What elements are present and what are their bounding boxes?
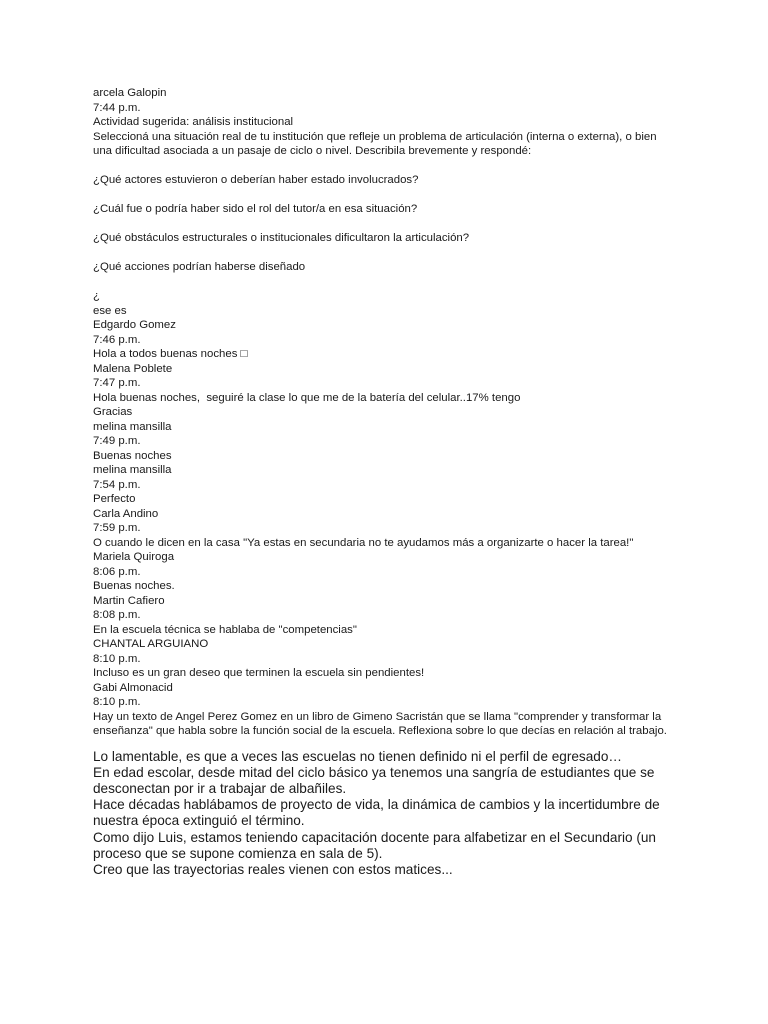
chat-line: Carla Andino bbox=[93, 507, 159, 520]
comment-paragraph: Como dijo Luis, estamos teniendo capacitación docente para alfabetizar en el Secundario (un proceso que se supone comienza en sala de 5). bbox=[93, 829, 660, 861]
chat-line: ¿Qué obstáculos estructurales o institucionales dificultaron la articulación? bbox=[93, 232, 470, 244]
chat-line: melina mansilla bbox=[93, 464, 172, 476]
chat-line: Mariela Quiroga bbox=[93, 551, 175, 563]
chat-line: Malena Poblete bbox=[93, 362, 173, 375]
chat-line: CHANTAL ARGUIANO bbox=[93, 638, 209, 650]
chat-line: Perfecto bbox=[93, 493, 136, 505]
chat-line: ¿ bbox=[93, 290, 100, 302]
chat-line: Martin Cafiero bbox=[93, 594, 165, 607]
chat-line: 8:10 p.m. bbox=[93, 696, 141, 708]
chat-line: 7:59 p.m. bbox=[93, 522, 141, 534]
chat-line: Hola a todos buenas noches □ bbox=[93, 348, 248, 360]
chat-line: 7:44 p.m. bbox=[93, 101, 141, 114]
chat-line: Gabi Almonacid bbox=[93, 681, 173, 694]
chat-line: arcela Galopin bbox=[93, 87, 167, 99]
chat-line: Gracias bbox=[93, 406, 133, 418]
comment-paragraph: Lo lamentable, es que a veces las escuelas no tienen definido ni el perfil de egresado… bbox=[93, 748, 622, 764]
chat-line: 7:54 p.m. bbox=[93, 478, 141, 491]
chat-line: Buenas noches. bbox=[93, 580, 175, 592]
chat-line: En la escuela técnica se hablaba de "competencias" bbox=[93, 623, 357, 636]
chat-line: ¿Qué acciones podrían haberse diseñado bbox=[93, 261, 306, 273]
comment-paragraph: En edad escolar, desde mitad del ciclo básico ya tenemos una sangría de estudiantes que se desconectan por ir a trabajar de albañiles. bbox=[93, 764, 659, 796]
chat-line: Hay un texto de Angel Perez Gomez en un libro de Gimeno Sacristán que se llama "comprender y transformar la enseñanza" que habla sobre la función social de la escuela. Reflexiona sobre lo que decías en relación al trabajo. bbox=[93, 710, 667, 737]
blank-line bbox=[93, 159, 678, 174]
chat-line: O cuando le dicen en la casa "Ya estas en secundaria no te ayudamos más a organizarte o hacer la tarea!" bbox=[93, 536, 634, 549]
chat-line: 8:10 p.m. bbox=[93, 652, 141, 665]
chat-line: 7:47 p.m. bbox=[93, 377, 141, 389]
chat-line: 7:46 p.m. bbox=[93, 333, 141, 346]
chat-line: ¿Cuál fue o podría haber sido el rol del tutor/a en esa situación? bbox=[93, 203, 418, 215]
blank-line bbox=[93, 246, 678, 261]
chat-line: Actividad sugerida: análisis institucional bbox=[93, 116, 294, 128]
chat-line: Buenas noches bbox=[93, 449, 172, 462]
blank-line bbox=[93, 275, 678, 290]
comment-paragraph: Creo que las trayectorias reales vienen con estos matices... bbox=[93, 861, 453, 877]
document-body bbox=[93, 86, 678, 878]
chat-line: ese es bbox=[93, 304, 127, 317]
chat-line: Hola buenas noches, seguiré la clase lo que me de la batería del celular..17% tengo bbox=[93, 391, 521, 404]
section-gap bbox=[93, 739, 678, 749]
blank-line bbox=[93, 217, 678, 232]
chat-line: 8:08 p.m. bbox=[93, 609, 141, 621]
blank-line bbox=[93, 188, 678, 203]
chat-transcript bbox=[93, 86, 678, 739]
chat-line: ¿Qué actores estuvieron o deberían haber estado involucrados? bbox=[93, 174, 419, 186]
chat-line: 8:06 p.m. bbox=[93, 565, 141, 578]
chat-line: melina mansilla bbox=[93, 420, 172, 433]
reflection-comment bbox=[93, 749, 678, 879]
comment-paragraph: Hace décadas hablábamos de proyecto de vida, la dinámica de cambios y la incertidumbre de nuestra época extinguió el término. bbox=[93, 797, 664, 829]
chat-line: Edgardo Gomez bbox=[93, 319, 176, 331]
chat-line: Incluso es un gran deseo que terminen la escuela sin pendientes! bbox=[93, 667, 425, 679]
chat-line: 7:49 p.m. bbox=[93, 435, 141, 447]
chat-line: Seleccioná una situación real de tu institución que refleje un problema de articulación (interna o externa), o bien una dificultad asociada a un pasaje de ciclo o nivel. Describila brevemente y respondé: bbox=[93, 130, 660, 157]
